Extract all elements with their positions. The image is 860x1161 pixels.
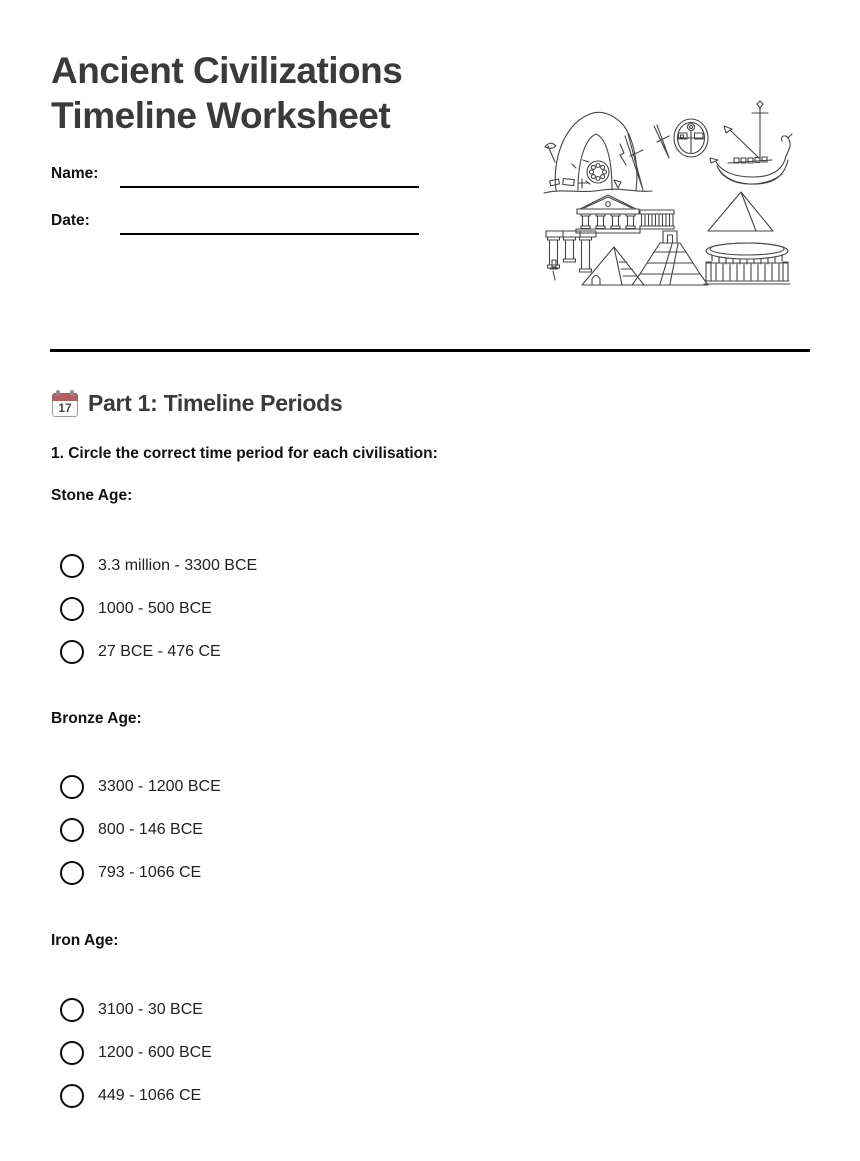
pyramid-icon [708, 192, 773, 231]
option-label: 27 BCE - 476 CE [98, 643, 221, 660]
radio-iron-age-option-2[interactable] [60, 1041, 84, 1065]
option-row [60, 597, 212, 621]
radio-bronze-age-option-3[interactable] [60, 861, 84, 885]
date-input-line[interactable] [120, 213, 419, 235]
section-label-stone-age: Stone Age: [51, 487, 133, 504]
radio-stone-age-option-1[interactable] [60, 554, 84, 578]
option-row [60, 554, 257, 578]
radio-bronze-age-option-1[interactable] [60, 775, 84, 799]
option-label: 3.3 million - 3300 BCE [98, 557, 258, 574]
option-label: 1200 - 600 BCE [98, 1044, 212, 1061]
radio-bronze-age-option-2[interactable] [60, 818, 84, 842]
wheel-icon [587, 161, 609, 183]
part1-instruction: 1. Circle the correct time period for each civilisation: [51, 445, 438, 462]
ship-icon [716, 156, 786, 177]
option-label: 1000 - 500 BCE [98, 600, 212, 617]
radio-stone-age-option-2[interactable] [60, 597, 84, 621]
colonnade-icon [640, 210, 674, 214]
option-row [60, 818, 203, 842]
option-label: 793 - 1066 CE [98, 864, 202, 881]
date-label: Date: [51, 212, 90, 229]
option-row [60, 1041, 212, 1065]
small-pyramid-icon [582, 247, 644, 285]
option-row [60, 775, 221, 799]
radio-stone-age-option-3[interactable] [60, 640, 84, 664]
radio-iron-age-option-3[interactable] [60, 1084, 84, 1108]
radio-iron-age-option-1[interactable] [60, 998, 84, 1022]
option-label: 3100 - 30 BCE [98, 1001, 203, 1018]
section-label-bronze-age: Bronze Age: [51, 710, 142, 727]
name-label: Name: [51, 165, 99, 182]
torch-icon [550, 260, 558, 280]
option-label: 800 - 146 BCE [98, 821, 203, 838]
column-ruins-icon [546, 231, 596, 237]
option-label: 449 - 1066 CE [98, 1087, 202, 1104]
option-label: 3300 - 1200 BCE [98, 778, 221, 795]
option-row [60, 1084, 201, 1108]
section-divider [50, 349, 810, 352]
sword-icon [654, 125, 669, 158]
ancient-civilizations-illustration [520, 100, 820, 290]
name-input-line[interactable] [120, 166, 419, 188]
calendar-icon: 17 [52, 390, 78, 417]
page-title: Ancient Civilizations Timeline Worksheet [51, 50, 403, 136]
section-label-iron-age: Iron Age: [51, 932, 119, 949]
option-row [60, 998, 203, 1022]
part1-heading: Part 1: Timeline Periods [88, 389, 343, 416]
sword-icon [625, 134, 643, 190]
option-row [60, 640, 221, 664]
option-row [60, 861, 201, 885]
